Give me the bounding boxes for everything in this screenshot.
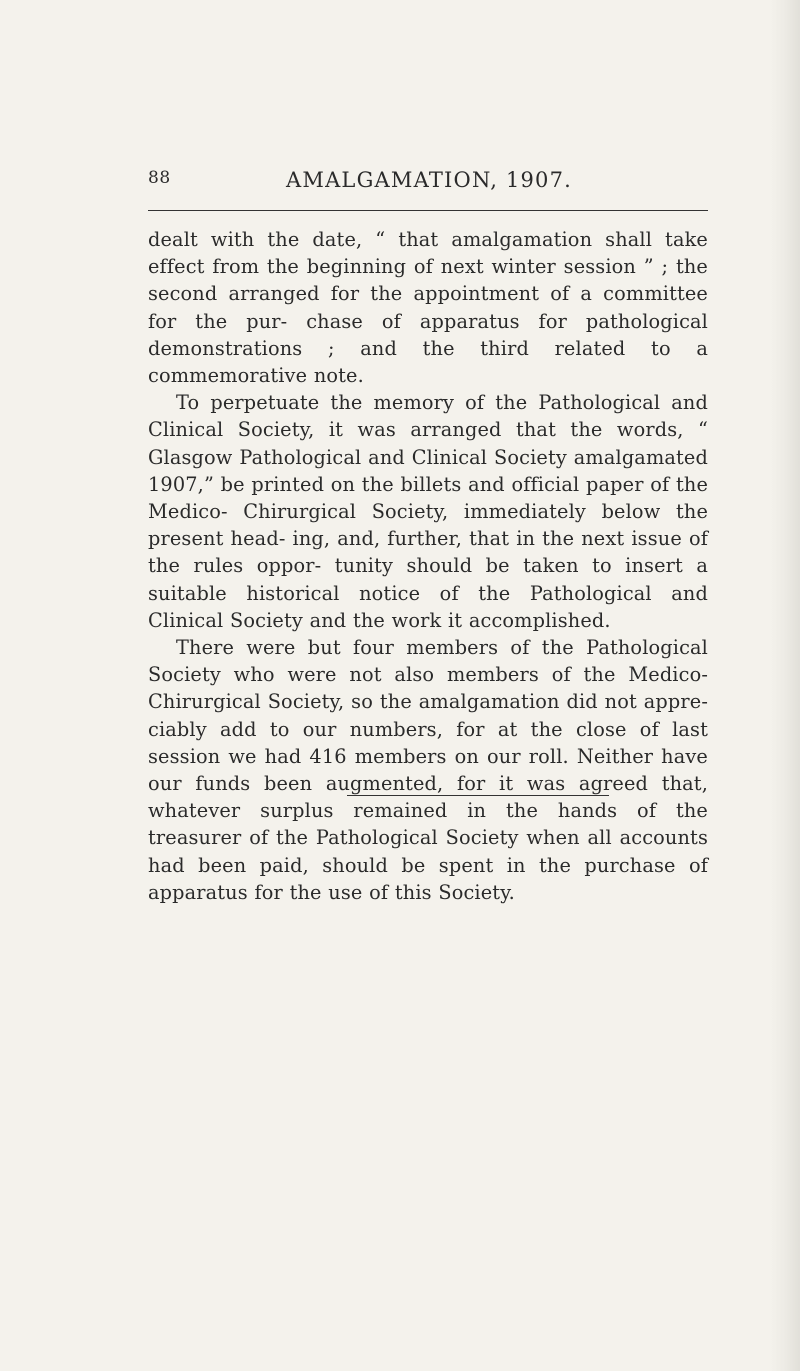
paragraph-1: dealt with the date, “ that amalgamation shall take effect from the beginning of next winter session ” ; the second arranged for the appointment of a committee for the pur- chase of apparatus for pathological demonstrations ; and the third related to a commemorative note. bbox=[148, 228, 708, 388]
header-rule bbox=[148, 210, 708, 211]
page-header bbox=[148, 168, 708, 198]
running-title: AMALGAMATION, 1907. bbox=[286, 168, 573, 192]
paragraph-2: To perpetuate the memory of the Pathological and Clinical Society, it was arranged that the words, “ Glasgow Pathological and Clinical Society amalgamated 1907,” be printed on the billets and official paper of the Medico- Chirurgical Society, immediately below the present head- ing, and, further, that in the next issue of the rules oppor- tunity should be taken to insert a suitable historical notice of the Pathological and Clinical Society and the work it accomplished. bbox=[148, 391, 709, 632]
section-end-rule bbox=[347, 795, 609, 796]
body-text bbox=[148, 226, 708, 906]
page-edge-shadow bbox=[770, 0, 800, 1371]
page-number: 88 bbox=[148, 168, 171, 188]
paragraph-3: There were but four members of the Pathological Society who were not also members of the Medico- Chirurgical Society, so the amalgamation did not appre- ciably add to our numbers, for at the close of last session we had 416 members on our roll. Neither have our funds been augmented, for it was agreed that, whatever surplus remained in the hands of the treasurer of the Pathological Society when all accounts had been paid, should be spent in the purchase of apparatus for the use of this Society. bbox=[148, 636, 708, 904]
